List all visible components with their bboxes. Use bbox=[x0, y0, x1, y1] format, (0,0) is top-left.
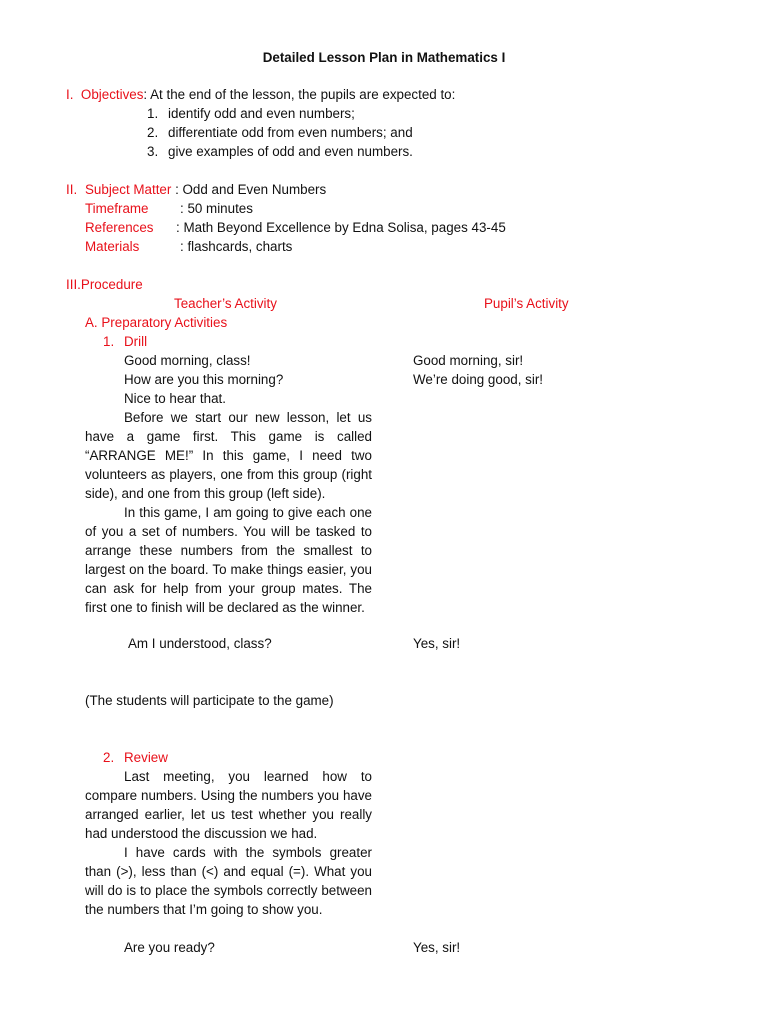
review-heading: 2. Review bbox=[103, 750, 168, 765]
timeframe-value: : 50 minutes bbox=[180, 201, 253, 216]
materials-label: Materials bbox=[85, 239, 140, 254]
objective-item-2: 2. differentiate odd from even numbers; and bbox=[147, 125, 413, 140]
subject-numeral: II. bbox=[66, 182, 78, 197]
objective-item-1: 1. identify odd and even numbers; bbox=[147, 106, 355, 121]
objectives-numeral: I. bbox=[66, 87, 74, 102]
review-paragraph-1: Last meeting, you learned how to compare numbers. Using the numbers you have arranged earlier, let us test whether you really had understood the discussion we had. bbox=[85, 769, 372, 841]
timeframe-label: Timeframe bbox=[85, 201, 149, 216]
objective-item-3: 3. give examples of odd and even numbers. bbox=[147, 144, 413, 159]
pupil-activity-header: Pupil’s Activity bbox=[484, 296, 569, 311]
game-note: (The students will participate to the game) bbox=[85, 693, 334, 708]
drill-understood: Am I understood, class? bbox=[128, 636, 272, 651]
references-value: : Math Beyond Excellence by Edna Solisa, pages 43-45 bbox=[176, 220, 506, 235]
subject-matter-row: Subject Matter : Odd and Even Numbers bbox=[85, 182, 327, 197]
review-paragraph-2: I have cards with the symbols greater than (>), less than (<) and equal (=). What you will do is to place the symbols correctly between the numbers that I’m going to show you. bbox=[85, 845, 372, 917]
materials-value: : flashcards, charts bbox=[180, 239, 293, 254]
drill-paragraph-2: In this game, I am going to give each one of you a set of numbers. You will be tasked to arrange these numbers from the smallest to largest on the board. To make things easier, you can ask for help from your group mates. The first one to finish will be declared as the winner. bbox=[85, 505, 372, 615]
section-a-heading: A. Preparatory Activities bbox=[85, 315, 228, 330]
drill-heading: 1. Drill bbox=[103, 334, 148, 349]
page-title: Detailed Lesson Plan in Mathematics I bbox=[262, 50, 506, 65]
pupil-yes-1: Yes, sir! bbox=[413, 636, 461, 651]
pupil-yes-2: Yes, sir! bbox=[413, 940, 461, 955]
references-label: References bbox=[85, 220, 154, 235]
drill-reply: Nice to hear that. bbox=[124, 391, 226, 406]
teacher-activity-header: Teacher’s Activity bbox=[174, 296, 277, 311]
objectives-intro: : At the end of the lesson, the pupils are expected to: bbox=[143, 87, 456, 102]
drill-question: How are you this morning? bbox=[124, 372, 284, 387]
objectives-label: Objectives bbox=[80, 87, 144, 102]
drill-greeting: Good morning, class! bbox=[124, 353, 251, 368]
review-ready: Are you ready? bbox=[124, 940, 215, 955]
procedure-heading: III.Procedure bbox=[66, 277, 143, 292]
objectives-heading bbox=[66, 85, 455, 104]
pupil-doing: We’re doing good, sir! bbox=[413, 372, 544, 387]
drill-paragraph-1: Before we start our new lesson, let us have a game first. This game is called “ARRANGE ME!” In this game, I need two volunteers as players, one from this group (right side), and one from this group (left side). bbox=[85, 410, 372, 501]
pupil-greeting: Good morning, sir! bbox=[413, 353, 524, 368]
